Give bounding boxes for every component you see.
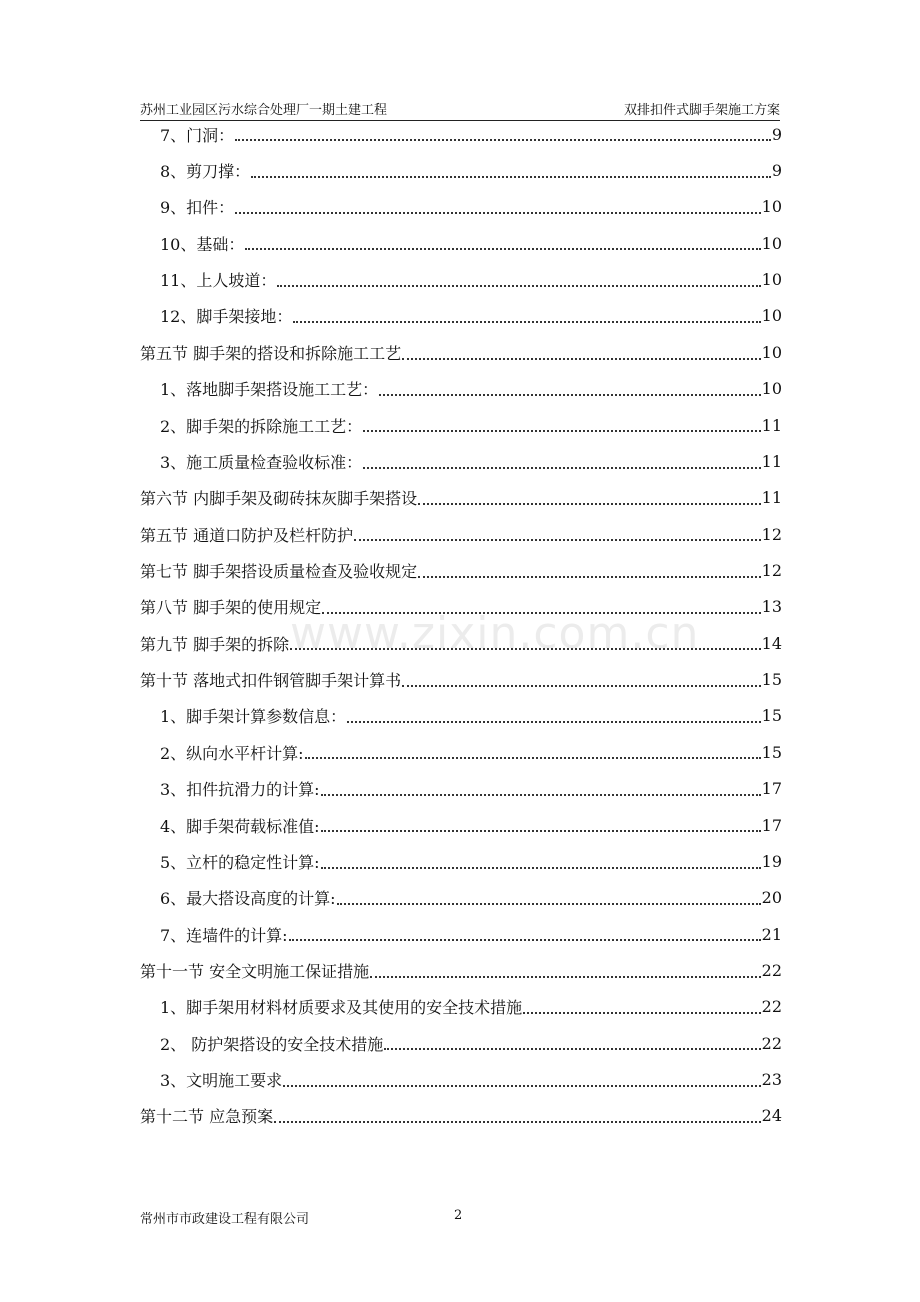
toc-dot-leader: [370, 975, 761, 978]
toc-entry[interactable]: [140, 1061, 782, 1097]
toc-entry-label: 2、纵向水平杆计算:: [160, 743, 304, 763]
table-of-contents: [140, 116, 782, 1134]
toc-entry[interactable]: [140, 371, 782, 407]
toc-entry[interactable]: [140, 989, 782, 1025]
footer-company: 常州市市政建设工程有限公司: [140, 1212, 310, 1227]
toc-entry[interactable]: [140, 661, 782, 697]
page-footer: [140, 1208, 782, 1228]
toc-entry[interactable]: [140, 843, 782, 879]
toc-entry[interactable]: [140, 698, 782, 734]
toc-entry-label: 7、门洞：: [160, 125, 235, 145]
toc-dot-leader: [347, 720, 760, 723]
toc-entry[interactable]: [140, 552, 782, 588]
toc-dot-leader: [235, 211, 760, 214]
toc-dot-leader: [322, 611, 761, 614]
toc-dot-leader: [354, 538, 761, 541]
toc-entry-label: 1、落地脚手架搭设施工工艺：: [160, 380, 379, 400]
toc-page-number: 10: [761, 306, 782, 326]
toc-entry-label: 2、脚手架的拆除施工工艺：: [160, 416, 363, 436]
toc-dot-leader: [337, 902, 761, 905]
toc-entry[interactable]: [140, 952, 782, 988]
toc-dot-leader: [305, 756, 761, 759]
toc-dot-leader: [245, 247, 760, 250]
toc-entry-label: 第十二节 应急预案: [140, 1107, 274, 1127]
toc-entry-label: 3、施工质量检查验收标准：: [160, 452, 363, 472]
toc-entry-label: 第五节 通道口防护及栏杆防护: [140, 525, 354, 545]
toc-dot-leader: [235, 138, 771, 141]
toc-entry[interactable]: [140, 116, 782, 152]
toc-page-number: 13: [761, 597, 782, 617]
toc-page-number: 21: [761, 924, 782, 944]
toc-page-number: 10: [761, 379, 782, 399]
toc-entry[interactable]: [140, 152, 782, 188]
toc-page-number: 24: [761, 1106, 782, 1126]
toc-dot-leader: [289, 938, 761, 941]
header-document-title: 双排扣件式脚手架施工方案: [623, 103, 780, 118]
toc-page-number: 17: [761, 779, 782, 799]
toc-dot-leader: [251, 175, 771, 178]
toc-page-number: 15: [761, 706, 782, 726]
toc-entry[interactable]: [140, 734, 782, 770]
toc-dot-leader: [321, 866, 761, 869]
toc-entry[interactable]: [140, 516, 782, 552]
toc-page-number: 20: [761, 888, 782, 908]
toc-entry-label: 1、脚手架计算参数信息：: [160, 707, 347, 727]
toc-dot-leader: [402, 357, 761, 360]
toc-dot-leader: [363, 429, 760, 432]
toc-entry[interactable]: [140, 807, 782, 843]
toc-entry-label: 第九节 脚手架的拆除: [140, 634, 290, 654]
toc-dot-leader: [321, 793, 761, 796]
toc-page-number: 12: [761, 560, 782, 580]
toc-dot-leader: [277, 284, 760, 287]
toc-entry[interactable]: [140, 880, 782, 916]
toc-dot-leader: [363, 466, 760, 469]
header-project-title: 苏州工业园区污水综合处理厂一期土建工程: [140, 103, 388, 118]
toc-entry[interactable]: [140, 189, 782, 225]
toc-entry-label: 第六节 内脚手架及砌砖抹灰脚手架搭设: [140, 489, 418, 509]
toc-page-number: 15: [761, 670, 782, 690]
toc-entry-label: 第十一节 安全文明施工保证措施: [140, 961, 370, 981]
toc-page-number: 19: [761, 851, 782, 871]
toc-entry-label: 9、扣件：: [160, 198, 235, 218]
toc-entry-label: 第十节 落地式扣件钢管脚手架计算书: [140, 671, 402, 691]
toc-entry-label: 6、最大搭设高度的计算:: [160, 889, 336, 909]
toc-dot-leader: [290, 647, 761, 650]
toc-entry[interactable]: [140, 334, 782, 370]
toc-entry[interactable]: [140, 480, 782, 516]
toc-dot-leader: [274, 1120, 761, 1123]
toc-entry[interactable]: [140, 1025, 782, 1061]
toc-page-number: 11: [761, 451, 782, 471]
toc-entry-label: 4、脚手架荷载标准值:: [160, 816, 320, 836]
toc-entry[interactable]: [140, 261, 782, 297]
toc-entry-label: 11、上人坡道：: [160, 271, 277, 291]
toc-page-number: 10: [761, 197, 782, 217]
toc-page-number: 22: [761, 997, 782, 1017]
toc-page-number: 11: [761, 488, 782, 508]
toc-page-number: 22: [761, 1033, 782, 1053]
toc-dot-leader: [523, 1011, 760, 1014]
toc-dot-leader: [321, 829, 761, 832]
toc-dot-leader: [379, 393, 760, 396]
toc-entry[interactable]: [140, 625, 782, 661]
toc-page-number: 10: [761, 270, 782, 290]
toc-page-number: 10: [761, 233, 782, 253]
toc-dot-leader: [418, 502, 761, 505]
toc-entry[interactable]: [140, 225, 782, 261]
toc-entry-label: 2、 防护架搭设的安全技术措施: [160, 1034, 384, 1054]
toc-entry-label: 1、脚手架用材料材质要求及其使用的安全技术措施: [160, 998, 523, 1018]
toc-entry-label: 第五节 脚手架的搭设和拆除施工工艺: [140, 343, 402, 363]
toc-page-number: 9: [771, 161, 782, 181]
toc-page-number: 17: [761, 815, 782, 835]
toc-entry-label: 7、连墙件的计算:: [160, 925, 288, 945]
toc-entry-label: 3、文明施工要求: [160, 1071, 283, 1091]
toc-entry-label: 5、立杆的稳定性计算:: [160, 852, 320, 872]
toc-entry-label: 3、扣件抗滑力的计算:: [160, 780, 320, 800]
toc-page-number: 10: [761, 342, 782, 362]
toc-page-number: 22: [761, 960, 782, 980]
toc-page-number: 9: [771, 124, 782, 144]
toc-dot-leader: [402, 684, 761, 687]
toc-page-number: 23: [761, 1070, 782, 1090]
toc-entry-label: 第七节 脚手架搭设质量检查及验收规定: [140, 561, 418, 581]
toc-entry[interactable]: [140, 770, 782, 806]
toc-dot-leader: [418, 575, 761, 578]
toc-entry-label: 12、脚手架接地：: [160, 307, 293, 327]
toc-entry[interactable]: [140, 916, 782, 952]
toc-entry-label: 8、剪刀撑：: [160, 162, 251, 182]
toc-entry-label: 第八节 脚手架的使用规定: [140, 598, 322, 618]
toc-page-number: 12: [761, 524, 782, 544]
toc-page-number: 11: [761, 415, 782, 435]
toc-entry[interactable]: [140, 298, 782, 334]
toc-entry[interactable]: [140, 443, 782, 479]
toc-dot-leader: [384, 1047, 760, 1050]
watermark: www.zixin.com.cn: [290, 608, 700, 659]
toc-page-number: 14: [761, 633, 782, 653]
toc-dot-leader: [293, 320, 760, 323]
toc-dot-leader: [283, 1084, 760, 1087]
toc-entry[interactable]: [140, 1098, 782, 1134]
toc-entry[interactable]: [140, 407, 782, 443]
toc-page-number: 15: [761, 742, 782, 762]
toc-entry-label: 10、基础：: [160, 234, 245, 254]
toc-entry[interactable]: [140, 589, 782, 625]
footer-page-number: 2: [454, 1208, 463, 1223]
